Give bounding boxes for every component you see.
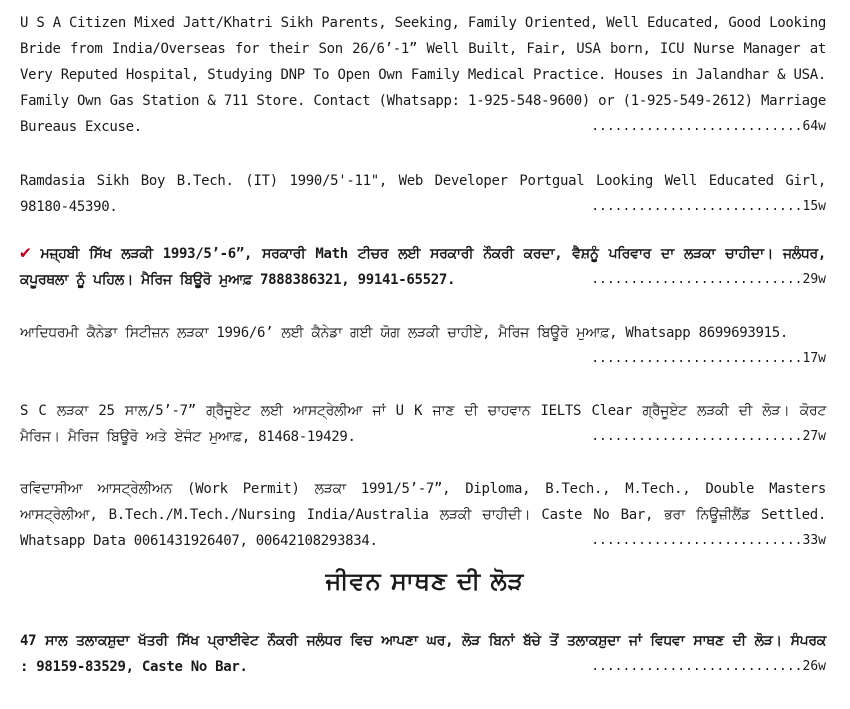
ad-code: ...........................15w	[591, 199, 826, 214]
ad-code: ...........................17w	[591, 351, 826, 366]
ad-code: ...........................33w	[591, 533, 826, 548]
section-heading: ਜੀਵਨ ਸਾਥਣ ਦੀ ਲੋੜ	[325, 567, 525, 595]
ad-text: ਮਜ਼੍ਹਬੀ ਸਿੱਖ ਲੜਕੀ 1993/5’-6”, ਸਰਕਾਰੀ Math ਟੀਚਰ ਲਈ ਸਰਕਾਰੀ ਨੌਕਰੀ ਕਰਦਾ, ਵੈਸ਼ਨੂੰ ਪਰਿਵਾਰ ਦਾ ਲੜਕਾ ਚਾਹੀਦਾ। ਜਲੰਧਰ, ਕਪੂਰਥਲਾ ਨੂੰ ਪਹਿਲ। ਮੈਰਿਜ ਬਿਊਰੋ ਮੁਆਫ਼ 7888386321, 99141-65527.	[20, 246, 826, 288]
ad-divorcee-khatri	[20, 628, 826, 680]
ad-usa-citizen-bride	[20, 10, 826, 140]
ad-text: ਆਦਿਧਰਮੀ ਕੈਨੇਡਾ ਸਿਟੀਜ਼ਨ ਲੜਕਾ 1996/6’ ਲਈ ਕੈਨੇਡਾ ਗਈ ਯੋਗ ਲੜਕੀ ਚਾਹੀਏ, ਮੈਰਿਜ ਬਿਊਰੋ ਮੁਆਫ਼, Whatsapp 8699693915.	[20, 325, 788, 341]
ad-mazhabi-girl	[20, 240, 826, 293]
ad-text: ਰਵਿਦਾਸੀਆ ਆਸਟ੍ਰੇਲੀਅਨ (Work Permit) ਲੜਕਾ 1991/5’-7”, Diploma, B.Tech., M.Tech., Double Masters ਆਸਟ੍ਰੇਲੀਆ, B.Tech./M.Tech./Nursing India/Australia ਲੜਕੀ ਚਾਹੀਦੀ। Caste No Bar, ਭਰਾ ਨਿਊਜ਼ੀਲੈਂਡ Settled. Whatsapp Data 0061431926407, 00642108293834.	[20, 481, 826, 549]
ad-ravidasia-australian	[20, 476, 826, 554]
ad-ramdasia-boy	[20, 168, 826, 220]
ad-text: S C ਲੜਕਾ 25 ਸਾਲ/5’-7” ਗ੍ਰੈਜੂਏਟ ਲਈ ਆਸਟ੍ਰੇਲੀਆ ਜਾਂ U K ਜਾਣ ਦੀ ਚਾਹਵਾਨ IELTS Clear ਗ੍ਰੈਜੂਏਟ ਲੜਕੀ ਦੀ ਲੋੜ। ਕੋਰਟ ਮੈਰਿਜ। ਮੈਰਿਜ ਬਿਊਰੋ ਅਤੇ ਏਜੰਟ ਮੁਆਫ਼, 81468-19429.	[20, 403, 826, 445]
ad-text: 47 ਸਾਲ ਤਲਾਕਸ਼ੁਦਾ ਖੱਤਰੀ ਸਿੱਖ ਪ੍ਰਾਈਵੇਟ ਨੌਕਰੀ ਜਲੰਧਰ ਵਿਚ ਆਪਣਾ ਘਰ, ਲੋੜ ਬਿਨਾਂ ਬੱਚੇ ਤੋਂ ਤਲਾਕਸ਼ੁਦਾ ਜਾਂ ਵਿਧਵਾ ਸਾਥਣ ਦੀ ਲੋੜ। ਸੰਪਰਕ : 98159-83529, Caste No Bar.	[20, 633, 826, 675]
ad-code: ...........................26w	[591, 659, 826, 674]
ad-text: U S A Citizen Mixed Jatt/Khatri Sikh Parents, Seeking, Family Oriented, Well Educated, Good Looking Bride from India/Overseas for their Son 26/6’-1” Well Built, Fair, USA born, ICU Nurse Manager at Very Reputed Hospital, Studying DNP To Open Own Family Medical Practice. Houses in Jalandhar & USA. Family Own Gas Station & 711 Store. Contact (Whatsapp: 1-925-548-9600) or (1-925-549-2612) Marriage Bureaus Excuse.	[20, 15, 826, 135]
checkmark-icon: ✔	[20, 242, 31, 263]
ad-adidharmi-canada	[20, 320, 826, 372]
ad-code: ...........................27w	[591, 429, 826, 444]
ad-code: ...........................29w	[591, 272, 826, 287]
ad-sc-boy-australia	[20, 398, 826, 450]
ad-text: Ramdasia Sikh Boy B.Tech. (IT) 1990/5'-11", Web Developer Portgual Looking Well Educated Girl, 98180-45390.	[20, 173, 826, 215]
ad-code: ...........................64w	[591, 119, 826, 134]
